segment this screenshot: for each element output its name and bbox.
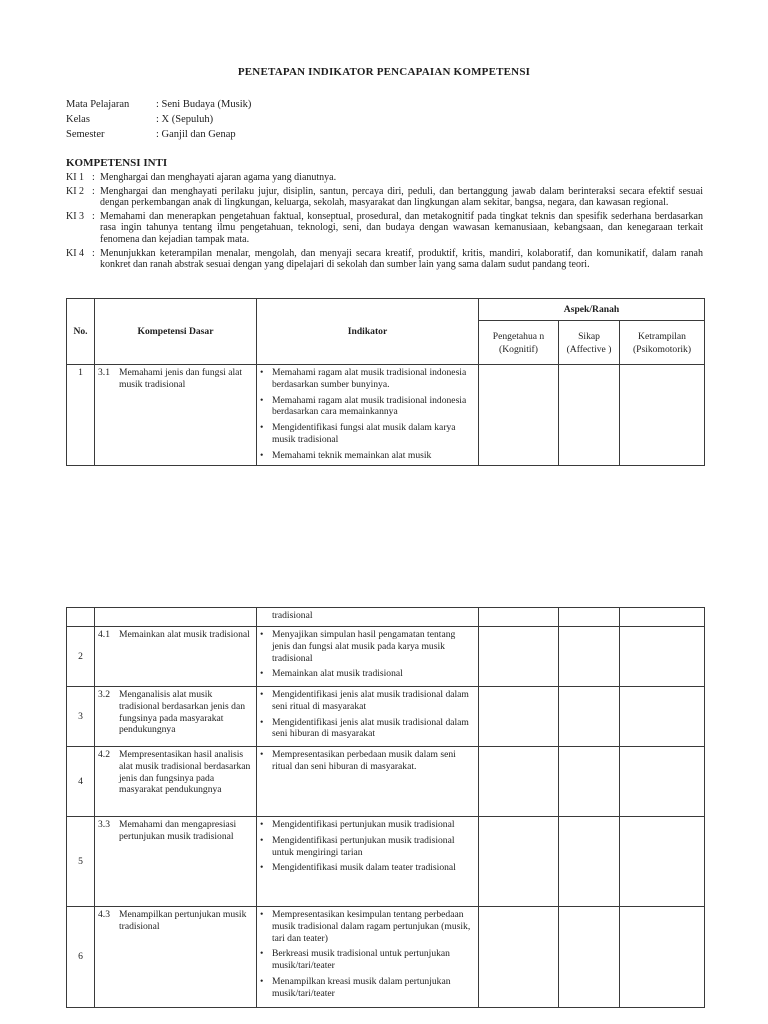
header-no: No.	[67, 299, 95, 365]
core-competence-list	[66, 172, 703, 273]
ki-code: KI 4	[66, 247, 85, 259]
kompetensi-dasar-cell	[95, 747, 257, 817]
indicator-item	[260, 367, 475, 391]
bullet-icon: •	[260, 668, 264, 680]
ki-code: KI 3	[66, 210, 85, 222]
kd-text: Memainkan alat musik tradisional	[119, 629, 250, 640]
indicator-text: Mempresentasikan kesimpulan tentang perbedaan musik tradisional dalam ragam pertunjukan (musik, tari dan teater)	[272, 909, 471, 944]
indicator-text: Menyajikan simpulan hasil pengamatan tentang jenis dan fungsi alat musik pada karya musik tradisional	[272, 629, 456, 664]
indicator-item	[260, 450, 475, 462]
indicator-item	[260, 629, 475, 664]
indikator-cell	[257, 365, 479, 466]
meta-label: Semester	[66, 129, 105, 140]
core-competence-item: KI 3 : Memahami dan menerapkan pengetahuan faktual, konseptual, prosedural, dan metakognitif pada tingkat teknis dan spesifik sederhana berdasarkan rasa ingin tahunya tentang ilmu pengetahuan, teknologi, seni, dan budaya dengan wawasan kemanusiaan, kebangsaan, dan kenegaraan terkait fenomena dan kejadian tampak mata.	[66, 210, 703, 245]
indicator-text: Mempresentasikan perbedaan musik dalam seni ritual dan seni hiburan di masyarakat.	[272, 749, 456, 772]
indicator-item	[260, 976, 475, 1000]
indikator-cell	[257, 907, 479, 1008]
header-aspek-ranah: Aspek/Ranah	[479, 299, 705, 321]
table-row	[67, 907, 705, 1008]
table-row	[67, 817, 705, 907]
bullet-icon: •	[260, 975, 264, 987]
row-number: 1	[67, 365, 95, 466]
keterampilan-cell	[620, 365, 705, 466]
indicator-text: Memainkan alat musik tradisional	[272, 668, 403, 680]
indicator-text: Menampilkan kreasi musik dalam pertunjukan musik/tari/teater	[272, 975, 451, 999]
bullet-icon: •	[260, 422, 264, 434]
indicator-text: Mengidentifikasi fungsi alat musik dalam karya musik tradisional	[272, 422, 456, 445]
table-row	[67, 747, 705, 817]
bullet-icon: •	[260, 749, 264, 760]
sikap-cell	[559, 365, 620, 466]
indicator-text: Berkreasi musik tradisional untuk pertunjukan musik/tari/teater	[272, 948, 450, 972]
indicator-item	[260, 948, 475, 972]
indicator-table-page-2	[66, 607, 705, 1008]
bullet-icon: •	[260, 367, 264, 378]
bullet-icon: •	[260, 862, 264, 874]
indicator-item	[260, 689, 475, 713]
indicator-text: Mengidentifikasi jenis alat musik tradisional dalam seni hiburan di masyarakat	[272, 716, 469, 740]
ki-text: Menunjukkan keterampilan menalar, mengolah, dan menyaji secara kreatif, produktif, kritis, mandiri, kolaboratif, dan komunikatif, dalam ranah konkret dan ranah abstrak sesuai dengan yang dipelajari di sekolah dan sumber lain yang sama dalam sudut pandang teori.	[100, 247, 703, 271]
kd-text: Memahami jenis dan fungsi alat musik tradisional	[119, 367, 243, 390]
indicator-item	[260, 749, 475, 773]
ki-code: KI 2	[66, 185, 85, 197]
bullet-icon: •	[260, 449, 264, 461]
kompetensi-dasar-cell	[95, 627, 257, 687]
indicator-text: Mengidentifikasi musik dalam teater tradisional	[272, 862, 456, 874]
indicator-text: Memahami ragam alat musik tradisional indonesia berdasarkan sumber bunyinya.	[272, 367, 467, 390]
kd-text: Menganalisis alat musik tradisional berdasarkan jenis dan fungsinya pada masyarakat pendukungnya	[119, 689, 246, 736]
kd-number: 4.2	[98, 749, 110, 760]
meta-value: : X (Sepuluh)	[156, 114, 214, 125]
meta-row-semester	[66, 127, 251, 142]
ki-text: Memahami dan menerapkan pengetahuan faktual, konseptual, prosedural, dan metakognitif pada tingkat teknis dan spesifik sederhana berdasarkan rasa ingin tahunya tentang ilmu pengetahuan, teknologi, seni, dan budaya dengan wawasan kemanusiaan, kebangsaan, dan kenegaraan terkait fenomena dan kejadian tampak mata.	[100, 210, 703, 245]
indicator-item	[260, 668, 475, 680]
row-number: 4	[67, 747, 95, 817]
kd-number: 3.1	[98, 367, 110, 378]
table-row	[67, 687, 705, 747]
meta-label: Mata Pelajaran	[66, 99, 130, 110]
indicator-item	[260, 909, 475, 944]
indikator-cell	[257, 747, 479, 817]
bullet-icon: •	[260, 689, 264, 700]
bullet-icon: •	[260, 948, 264, 960]
table-row	[67, 365, 705, 466]
bullet-icon: •	[260, 629, 264, 640]
header-keterampilan: Ketrampilan (Psikomotorik)	[620, 321, 705, 365]
meta-label: Kelas	[66, 114, 90, 125]
kd-number: 4.1	[98, 629, 110, 640]
indikator-cell	[257, 687, 479, 747]
kompetensi-dasar-cell	[95, 365, 257, 466]
core-competence-heading: KOMPETENSI INTI	[66, 157, 168, 169]
kd-text: Menampilkan pertunjukan musik tradisional	[119, 909, 247, 932]
indicator-item	[260, 717, 475, 741]
indicator-text: Memahami teknik memainkan alat musik	[272, 449, 432, 461]
kd-text: Mempresentasikan hasil analisis alat musik tradisional berdasarkan jenis dan fungsinya pada masyarakat pendukungnya	[119, 749, 251, 796]
bullet-icon: •	[260, 819, 264, 830]
header-pengetahuan: Pengetahua n (Kognitif)	[479, 321, 559, 365]
bullet-icon: •	[260, 834, 264, 846]
indicator-item	[260, 862, 475, 874]
header-indikator: Indikator	[257, 299, 479, 365]
table-row	[67, 627, 705, 687]
indicator-item	[260, 422, 475, 446]
indicator-text: Mengidentifikasi pertunjukan musik tradisional untuk mengiringi tarian	[272, 834, 455, 858]
bullet-icon: •	[260, 716, 264, 728]
kompetensi-dasar-cell	[95, 687, 257, 747]
row-number: 2	[67, 627, 95, 687]
meta-row-class	[66, 112, 251, 127]
core-competence-item: KI 4 : Menunjukkan keterampilan menalar, mengolah, dan menyaji secara kreatif, produktif, kritis, mandiri, kolaboratif, dan komunikatif, dalam ranah konkret dan ranah abstrak sesuai dengan yang dipelajari di sekolah dan sumber lain yang sama dalam sudut pandang teori.	[66, 247, 703, 271]
core-competence-item: KI 1 : Menghargai dan menghayati ajaran agama yang dianutnya.	[66, 172, 703, 184]
meta-row-subject	[66, 97, 251, 112]
subject-info	[66, 97, 251, 142]
document-title: PENETAPAN INDIKATOR PENCAPAIAN KOMPETENSI	[237, 66, 531, 78]
indicator-item	[260, 819, 475, 831]
indicator-text: tradisional	[272, 610, 313, 621]
bullet-icon: •	[260, 394, 264, 406]
ki-text: Menghargai dan menghayati ajaran agama yang dianutnya.	[100, 172, 337, 183]
header-sikap: Sikap (Affective )	[559, 321, 620, 365]
kompetensi-dasar-cell	[95, 817, 257, 907]
kompetensi-dasar-cell	[95, 907, 257, 1008]
pengetahuan-cell	[479, 365, 559, 466]
row-number: 6	[67, 907, 95, 1008]
indicator-table-page-1	[66, 298, 705, 466]
indicator-text: Mengidentifikasi pertunjukan musik tradisional	[272, 819, 455, 830]
kd-number: 3.2	[98, 689, 110, 700]
meta-value: : Ganjil dan Genap	[156, 129, 236, 140]
indicator-text: Mengidentifikasi jenis alat musik tradisional dalam seni ritual di masyarakat	[272, 689, 469, 712]
ki-code: KI 1	[66, 172, 85, 183]
core-competence-item: KI 2 : Menghargai dan menghayati perilaku jujur, disiplin, santun, percaya diri, peduli, dan bertanggung jawab dalam berinteraksi secara efektif sesuai dengan perkembangan anak di lingkungan, keluarga, sekolah, masyarakat dan lingkungan alam sekitar, bangsa, negara, dan kawasan regional.	[66, 185, 703, 209]
indikator-cell	[257, 817, 479, 907]
meta-value: : Seni Budaya (Musik)	[156, 99, 252, 110]
indicator-text: Memahami ragam alat musik tradisional indonesia berdasarkan cara memainkannya	[272, 394, 467, 418]
indikator-cell	[257, 627, 479, 687]
indikator-cell	[257, 608, 479, 627]
kd-text: Memahami dan mengapresiasi pertunjukan musik tradisional	[119, 819, 237, 842]
indicator-item	[260, 395, 475, 419]
kd-number: 3.3	[98, 819, 110, 830]
header-kompetensi-dasar: Kompetensi Dasar	[95, 299, 257, 365]
ki-text: Menghargai dan menghayati perilaku jujur, disiplin, santun, percaya diri, peduli, dan bertanggung jawab dalam berinteraksi secara efektif sesuai dengan perkembangan anak di lingkungan, keluarga, sekolah, masyarakat dan lingkungan alam sekitar, bangsa, negara, dan kawasan regional.	[100, 185, 703, 209]
kd-number: 4.3	[98, 909, 110, 920]
bullet-icon: •	[260, 909, 264, 920]
table-row-continuation	[67, 608, 705, 627]
row-number: 3	[67, 687, 95, 747]
indicator-item	[260, 835, 475, 859]
row-number: 5	[67, 817, 95, 907]
